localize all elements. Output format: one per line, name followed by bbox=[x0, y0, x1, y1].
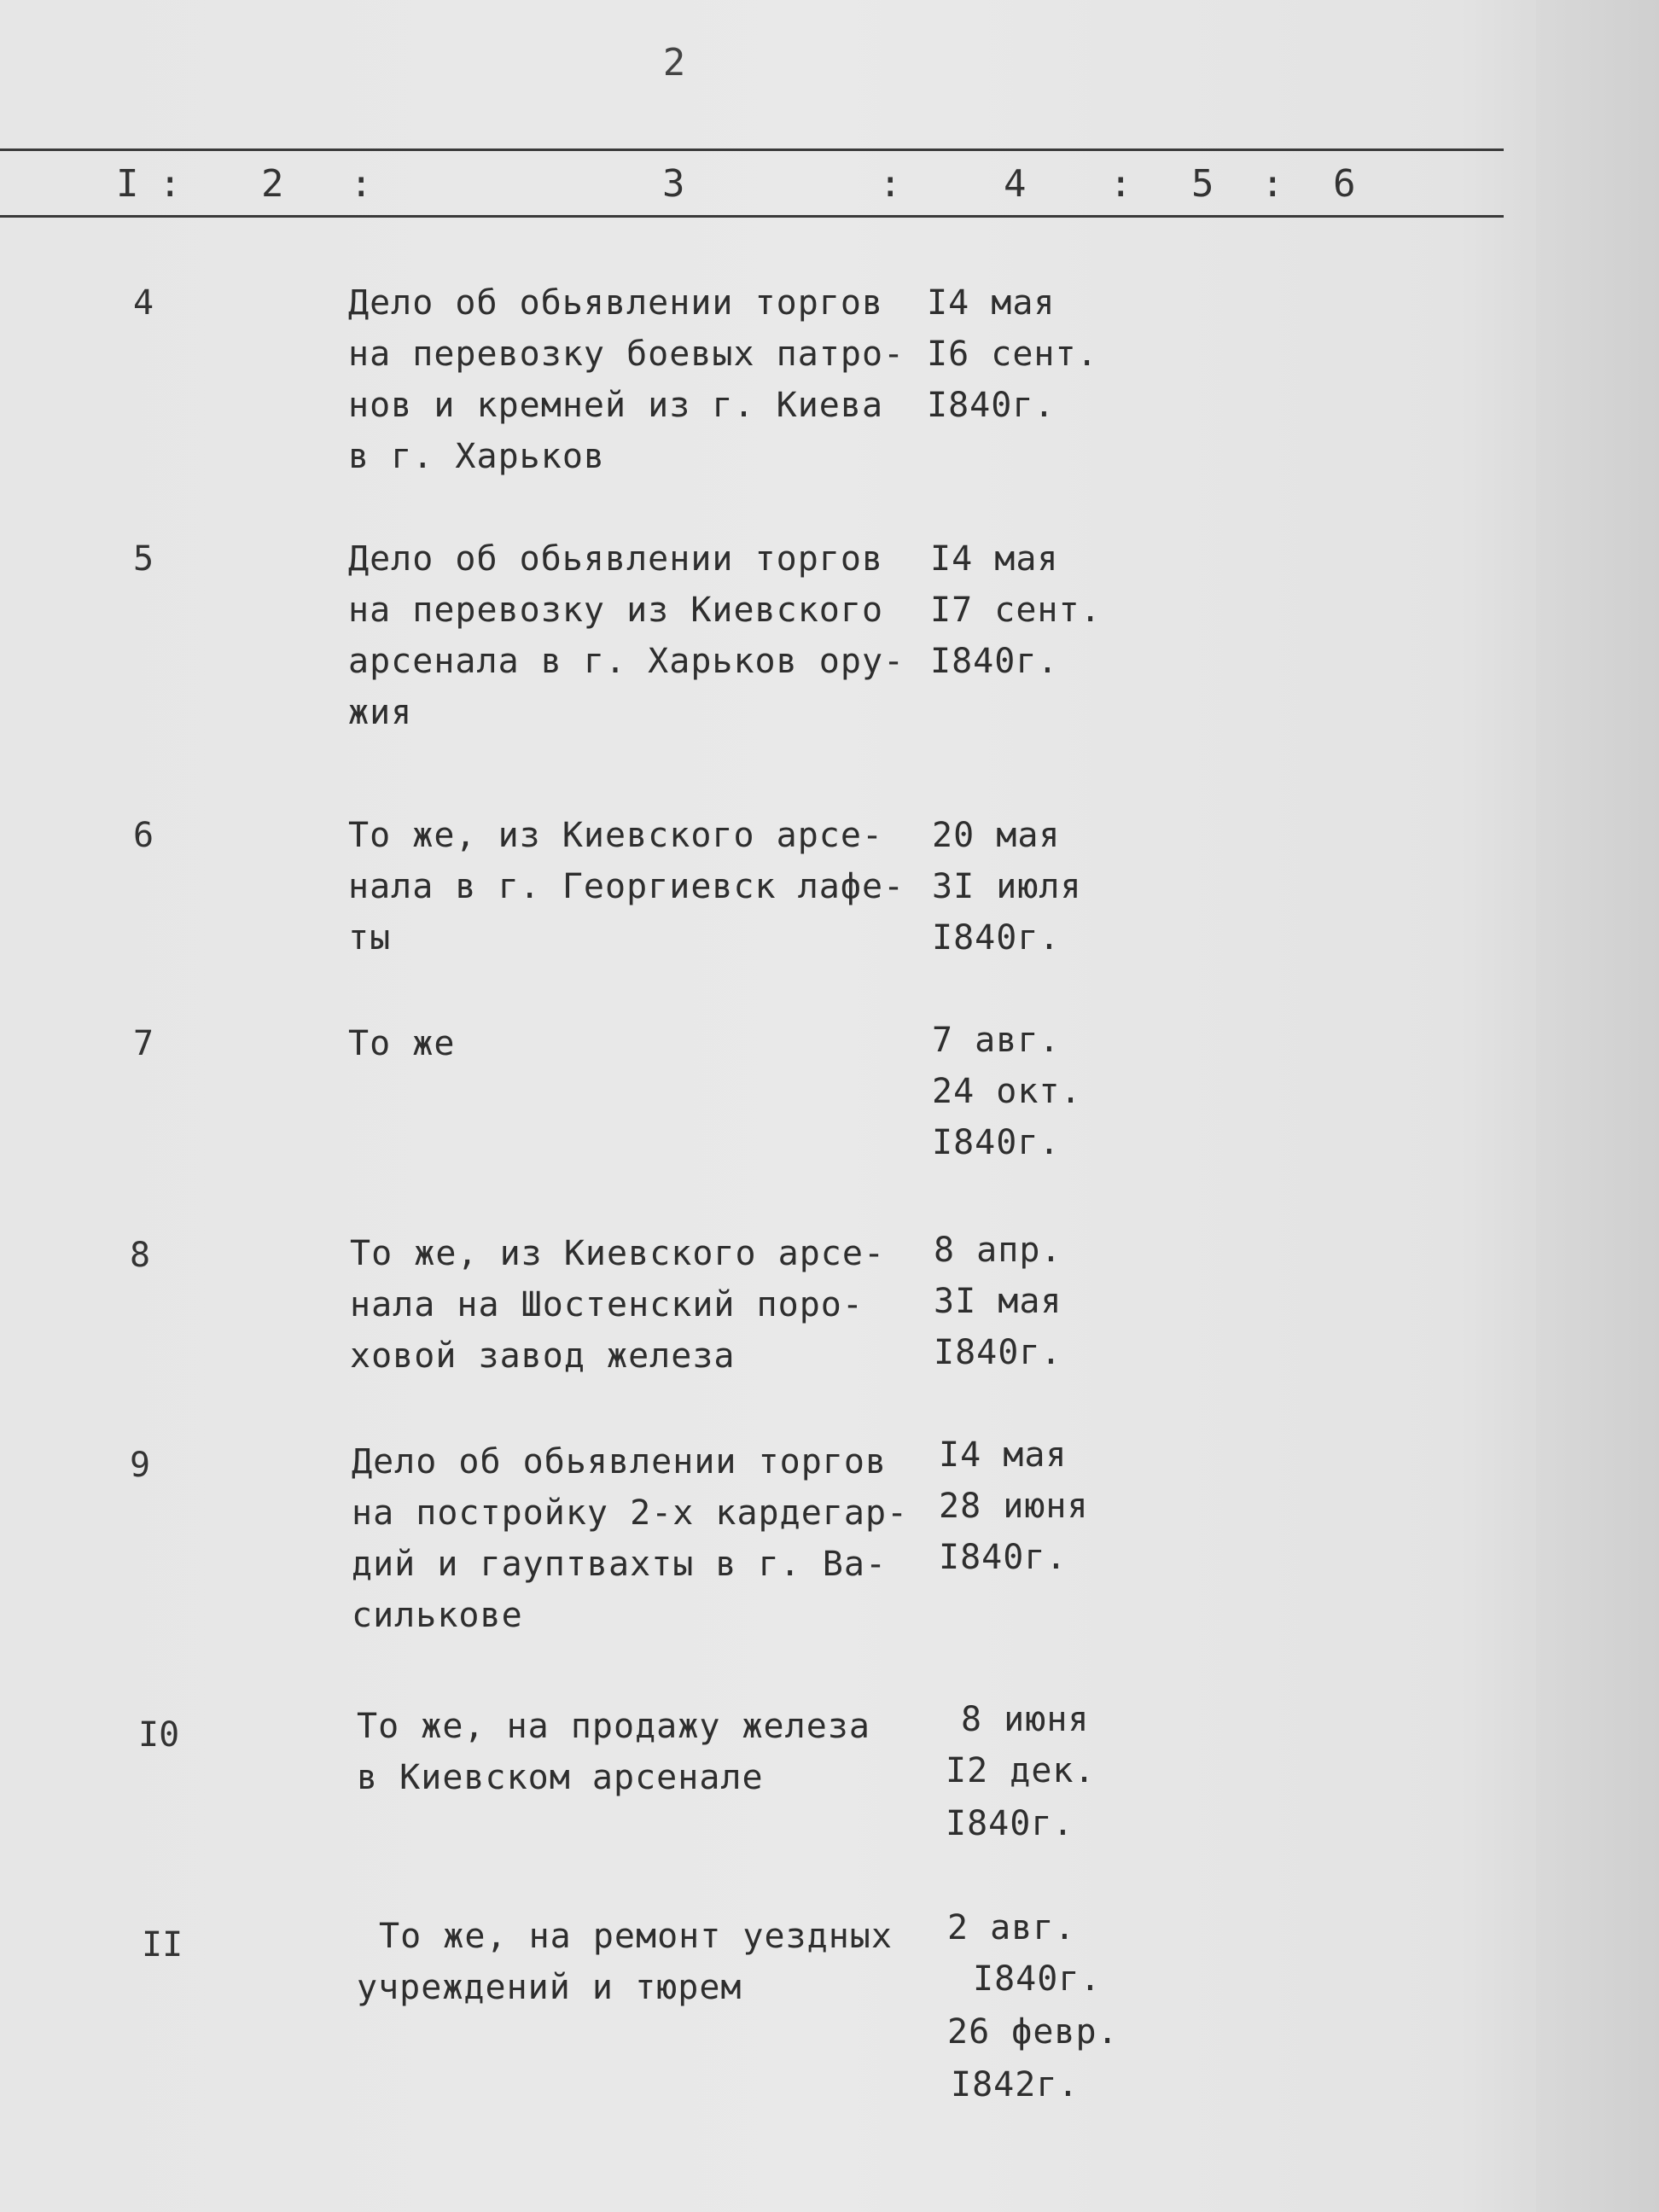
entry-date-line: I840г. bbox=[932, 918, 1061, 958]
entry-title-line: нов и кремней из г. Киева bbox=[348, 386, 884, 425]
entry-title-line: То же, на ремонт уездных bbox=[379, 1917, 893, 1956]
entry-title-line: ховой завод железа bbox=[350, 1336, 736, 1376]
entry-number: 4 bbox=[133, 283, 154, 323]
entry-date-line: I840г. bbox=[930, 642, 1059, 681]
entry-title-line: То же bbox=[348, 1024, 456, 1063]
entry-date-line: 2 авг. bbox=[947, 1908, 1076, 1947]
page-number: 2 bbox=[662, 41, 686, 84]
entry-number: II bbox=[142, 1925, 183, 1965]
entry-date-line: I4 мая bbox=[927, 283, 1056, 323]
entry-number: 9 bbox=[130, 1446, 151, 1485]
column-separator: : bbox=[879, 162, 902, 206]
entry-title-line: То же, из Киевского арсе- bbox=[350, 1234, 886, 1273]
header-rule-top bbox=[0, 148, 1504, 151]
entry-title-line: в г. Харьков bbox=[348, 437, 605, 476]
column-separator: : bbox=[1109, 162, 1132, 206]
entry-title-line: Дело об обьявлении торгов bbox=[352, 1442, 888, 1481]
entry-date-line: I840г. bbox=[934, 1333, 1062, 1372]
entry-title-line: Дело об обьявлении торгов bbox=[348, 283, 884, 323]
entry-title-line: жия bbox=[348, 693, 413, 732]
entry-title-line: арсенала в г. Харьков ору- bbox=[348, 642, 905, 681]
entry-number: I0 bbox=[138, 1715, 180, 1755]
entry-date-line: 7 авг. bbox=[932, 1021, 1061, 1060]
column-header-5: 5 bbox=[1191, 162, 1214, 206]
entry-date-line: 20 мая bbox=[932, 816, 1061, 855]
entry-title-line: силькове bbox=[352, 1596, 523, 1635]
entry-date-line: I2 дек. bbox=[946, 1751, 1096, 1790]
entry-date-line: 26 февр. bbox=[947, 2012, 1119, 2052]
entry-number: 8 bbox=[130, 1236, 151, 1275]
column-separator: : bbox=[350, 162, 373, 206]
entry-title-line: нала на Шостенский поро- bbox=[350, 1285, 864, 1324]
entry-title-line: дий и гауптвахты в г. Ва- bbox=[352, 1545, 888, 1584]
entry-date-line: I840г. bbox=[946, 1804, 1074, 1843]
entry-title-line: учреждений и тюрем bbox=[357, 1968, 742, 2007]
entry-title-line: ты bbox=[348, 918, 392, 958]
column-header-2: 2 bbox=[261, 162, 284, 206]
entry-date-line: 8 апр. bbox=[934, 1231, 1062, 1270]
entry-title-line: Дело об обьявлении торгов bbox=[348, 539, 884, 579]
entry-date-line: I840г. bbox=[973, 1959, 1102, 1999]
header-rule-bottom bbox=[0, 215, 1504, 218]
column-header-1: I bbox=[116, 162, 139, 206]
entry-title-line: в Киевском арсенале bbox=[357, 1758, 764, 1797]
entry-date-line: I4 мая bbox=[939, 1435, 1068, 1475]
entry-date-line: I840г. bbox=[939, 1538, 1068, 1577]
entry-date-line: I840г. bbox=[932, 1123, 1061, 1162]
column-header-4: 4 bbox=[1004, 162, 1027, 206]
entry-title-line: То же, на продажу железа bbox=[357, 1707, 870, 1746]
column-header-3: 3 bbox=[662, 162, 685, 206]
entry-date-line: I6 сент. bbox=[927, 335, 1098, 374]
entry-title-line: нала в г. Георгиевск лафе- bbox=[348, 867, 905, 906]
column-header-6: 6 bbox=[1333, 162, 1356, 206]
page-edge-shadow bbox=[1536, 0, 1659, 2212]
entry-date-line: 28 июня bbox=[939, 1487, 1089, 1526]
entry-title-line: на перевозку из Киевского bbox=[348, 591, 884, 630]
entry-title-line: на перевозку боевых патро- bbox=[348, 335, 905, 374]
entry-date-line: 24 окт. bbox=[932, 1072, 1082, 1111]
entry-date-line: I4 мая bbox=[930, 539, 1059, 579]
entry-title-line: на постройку 2-х кардегар- bbox=[352, 1493, 909, 1533]
entry-date-line: 8 июня bbox=[961, 1700, 1090, 1739]
column-separator: : bbox=[159, 162, 182, 206]
entry-date-line: I842г. bbox=[951, 2065, 1080, 2104]
entry-number: 6 bbox=[133, 816, 154, 855]
entry-date-line: 3I мая bbox=[934, 1282, 1062, 1321]
entry-number: 5 bbox=[133, 539, 154, 579]
column-separator: : bbox=[1261, 162, 1284, 206]
entry-date-line: I840г. bbox=[927, 386, 1056, 425]
entry-date-line: 3I июля bbox=[932, 867, 1082, 906]
entry-title-line: То же, из Киевского арсе- bbox=[348, 816, 884, 855]
entry-number: 7 bbox=[133, 1024, 154, 1063]
entry-date-line: I7 сент. bbox=[930, 591, 1102, 630]
